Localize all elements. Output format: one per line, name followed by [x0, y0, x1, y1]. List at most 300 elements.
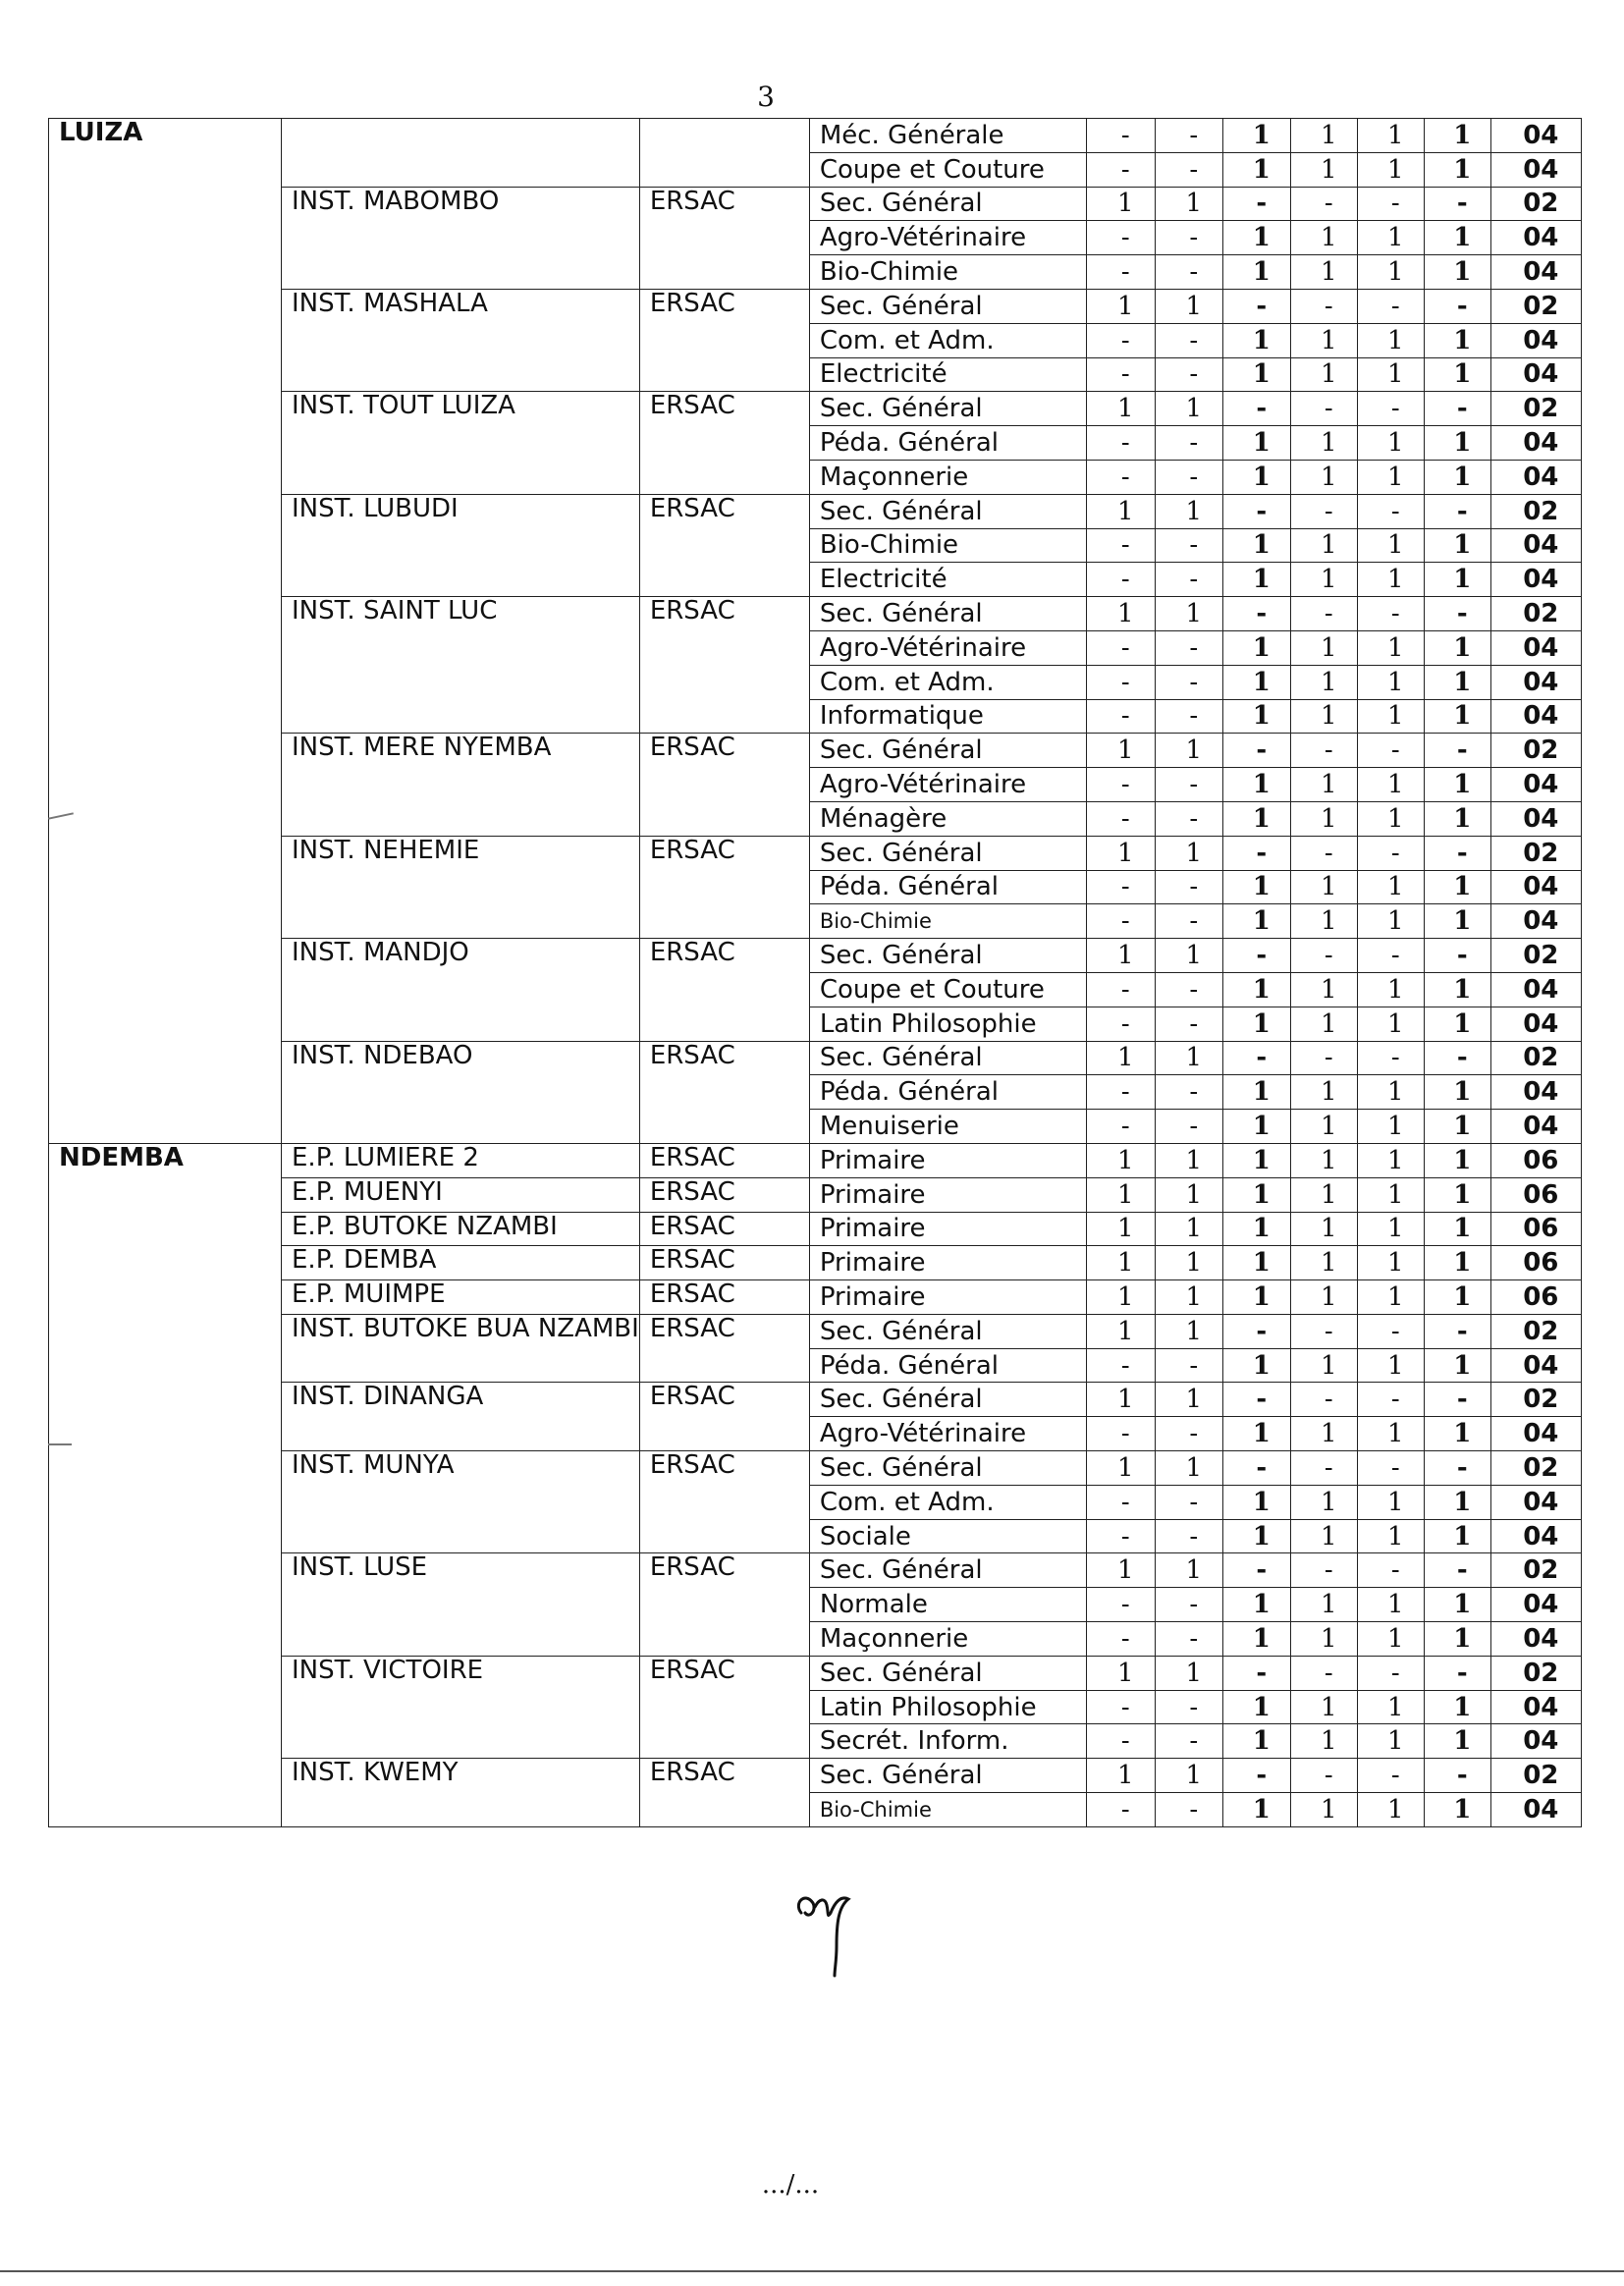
class-count-cell: 1: [1357, 1143, 1424, 1177]
total-cell: 02: [1490, 1759, 1581, 1793]
class-count-cell: 1: [1222, 665, 1290, 699]
class-count-cell: -: [1155, 1793, 1222, 1827]
class-count-cell: -: [1222, 187, 1290, 221]
class-count-cell: 1: [1424, 357, 1490, 392]
total-cell: 02: [1490, 1314, 1581, 1348]
program-cell: [639, 119, 809, 188]
class-count-cell: 1: [1222, 1177, 1290, 1212]
class-count-cell: -: [1290, 187, 1357, 221]
class-count-cell: 1: [1086, 1314, 1155, 1348]
class-count-cell: 1: [1290, 528, 1357, 563]
class-count-cell: 1: [1222, 1007, 1290, 1041]
total-cell: 02: [1490, 939, 1581, 973]
class-count-cell: -: [1155, 152, 1222, 187]
school-name-cell: INST. NDEBAO: [282, 1041, 640, 1143]
class-count-cell: 1: [1222, 426, 1290, 461]
class-count-cell: 1: [1290, 255, 1357, 290]
program-cell: ERSAC: [639, 1383, 809, 1451]
class-count-cell: 1: [1222, 221, 1290, 255]
option-cell: Primaire: [809, 1177, 1086, 1212]
total-cell: 04: [1490, 119, 1581, 153]
class-count-cell: 1: [1155, 187, 1222, 221]
school-name-cell: E.P. DEMBA: [282, 1246, 640, 1280]
class-count-cell: 1: [1222, 323, 1290, 357]
class-count-cell: 1: [1290, 1212, 1357, 1246]
option-cell: Coupe et Couture: [809, 152, 1086, 187]
class-count-cell: 1: [1155, 494, 1222, 528]
class-count-cell: 1: [1357, 1519, 1424, 1553]
class-count-cell: -: [1155, 426, 1222, 461]
class-count-cell: 1: [1222, 1075, 1290, 1110]
class-count-cell: 1: [1357, 152, 1424, 187]
class-count-cell: 1: [1086, 1246, 1155, 1280]
class-count-cell: -: [1290, 289, 1357, 323]
class-count-cell: -: [1424, 1451, 1490, 1486]
class-count-cell: -: [1357, 289, 1424, 323]
class-count-cell: 1: [1357, 357, 1424, 392]
class-count-cell: 1: [1424, 904, 1490, 939]
class-count-cell: 1: [1290, 152, 1357, 187]
class-count-cell: 1: [1155, 289, 1222, 323]
class-count-cell: 1: [1424, 801, 1490, 836]
class-count-cell: -: [1155, 1519, 1222, 1553]
class-count-cell: 1: [1222, 357, 1290, 392]
class-count-cell: -: [1290, 392, 1357, 426]
class-count-cell: -: [1222, 1759, 1290, 1793]
program-cell: ERSAC: [639, 939, 809, 1041]
class-count-cell: -: [1290, 1041, 1357, 1075]
class-count-cell: -: [1424, 1656, 1490, 1690]
program-cell: ERSAC: [639, 734, 809, 836]
option-cell: Sec. Général: [809, 1314, 1086, 1348]
class-count-cell: 1: [1357, 699, 1424, 734]
class-count-cell: -: [1290, 1759, 1357, 1793]
class-count-cell: -: [1424, 1314, 1490, 1348]
class-count-cell: 1: [1086, 1041, 1155, 1075]
total-cell: 04: [1490, 152, 1581, 187]
class-count-cell: 1: [1357, 1110, 1424, 1144]
class-count-cell: 1: [1155, 1759, 1222, 1793]
class-count-cell: -: [1086, 1417, 1155, 1451]
total-cell: 04: [1490, 1110, 1581, 1144]
program-cell: ERSAC: [639, 392, 809, 494]
class-count-cell: 1: [1357, 460, 1424, 494]
option-cell: Com. et Adm.: [809, 1485, 1086, 1519]
class-count-cell: 1: [1424, 1348, 1490, 1383]
class-count-cell: 1: [1290, 1793, 1357, 1827]
class-count-cell: -: [1086, 119, 1155, 153]
option-cell: Primaire: [809, 1143, 1086, 1177]
total-cell: 02: [1490, 597, 1581, 631]
class-count-cell: -: [1086, 1075, 1155, 1110]
class-count-cell: -: [1086, 870, 1155, 904]
total-cell: 04: [1490, 1724, 1581, 1759]
total-cell: 06: [1490, 1177, 1581, 1212]
class-count-cell: 1: [1424, 630, 1490, 665]
class-count-cell: 1: [1424, 1075, 1490, 1110]
class-count-cell: 1: [1222, 972, 1290, 1007]
class-count-cell: 1: [1290, 972, 1357, 1007]
class-count-cell: 1: [1086, 1451, 1155, 1486]
school-name-cell: INST. VICTOIRE: [282, 1656, 640, 1758]
class-count-cell: -: [1290, 1383, 1357, 1417]
class-count-cell: -: [1155, 460, 1222, 494]
class-count-cell: -: [1086, 426, 1155, 461]
total-cell: 02: [1490, 494, 1581, 528]
class-count-cell: -: [1357, 1656, 1424, 1690]
class-count-cell: -: [1155, 972, 1222, 1007]
class-count-cell: -: [1222, 1383, 1290, 1417]
class-count-cell: 1: [1424, 426, 1490, 461]
total-cell: 04: [1490, 972, 1581, 1007]
class-count-cell: 1: [1424, 1143, 1490, 1177]
class-count-cell: 1: [1290, 426, 1357, 461]
class-count-cell: -: [1086, 972, 1155, 1007]
class-count-cell: 1: [1357, 768, 1424, 802]
class-count-cell: 1: [1424, 221, 1490, 255]
total-cell: 02: [1490, 1451, 1581, 1486]
school-name-cell: INST. MABOMBO: [282, 187, 640, 289]
option-cell: Sec. Général: [809, 939, 1086, 973]
class-count-cell: 1: [1357, 426, 1424, 461]
total-cell: 06: [1490, 1246, 1581, 1280]
option-cell: Bio-Chimie: [809, 904, 1086, 939]
program-cell: ERSAC: [639, 836, 809, 938]
option-cell: Primaire: [809, 1246, 1086, 1280]
class-count-cell: 1: [1222, 801, 1290, 836]
total-cell: 04: [1490, 255, 1581, 290]
class-count-cell: 1: [1155, 734, 1222, 768]
option-cell: Sec. Général: [809, 1041, 1086, 1075]
program-cell: ERSAC: [639, 1177, 809, 1212]
table-row: [49, 119, 1582, 153]
total-cell: 04: [1490, 1793, 1581, 1827]
class-count-cell: 1: [1155, 1553, 1222, 1588]
signature-mark: [791, 1874, 870, 1982]
class-count-cell: -: [1086, 1622, 1155, 1657]
class-count-cell: -: [1222, 289, 1290, 323]
class-count-cell: -: [1290, 1656, 1357, 1690]
option-cell: Méc. Générale: [809, 119, 1086, 153]
class-count-cell: 1: [1290, 1724, 1357, 1759]
bottom-rule: [0, 2270, 1624, 2272]
class-count-cell: 1: [1424, 152, 1490, 187]
total-cell: 04: [1490, 768, 1581, 802]
class-count-cell: 1: [1357, 1485, 1424, 1519]
class-count-cell: -: [1155, 528, 1222, 563]
option-cell: Sec. Général: [809, 597, 1086, 631]
class-count-cell: 1: [1222, 1724, 1290, 1759]
total-cell: 06: [1490, 1143, 1581, 1177]
class-count-cell: -: [1290, 836, 1357, 870]
option-cell: Sec. Général: [809, 836, 1086, 870]
class-count-cell: -: [1086, 768, 1155, 802]
class-count-cell: 1: [1222, 1519, 1290, 1553]
option-cell: Primaire: [809, 1212, 1086, 1246]
total-cell: 04: [1490, 221, 1581, 255]
option-cell: Sociale: [809, 1519, 1086, 1553]
class-count-cell: 1: [1222, 870, 1290, 904]
class-count-cell: 1: [1290, 1280, 1357, 1315]
school-name-cell: INST. MANDJO: [282, 939, 640, 1041]
total-cell: 02: [1490, 1656, 1581, 1690]
total-cell: 02: [1490, 734, 1581, 768]
class-count-cell: -: [1086, 1793, 1155, 1827]
school-name-cell: INST. LUSE: [282, 1553, 640, 1656]
class-count-cell: 1: [1424, 563, 1490, 597]
option-cell: Coupe et Couture: [809, 972, 1086, 1007]
class-count-cell: 1: [1357, 801, 1424, 836]
class-count-cell: 1: [1222, 1690, 1290, 1724]
class-count-cell: -: [1155, 699, 1222, 734]
total-cell: 04: [1490, 630, 1581, 665]
class-count-cell: 1: [1086, 1177, 1155, 1212]
class-count-cell: -: [1086, 1485, 1155, 1519]
option-cell: Sec. Général: [809, 1383, 1086, 1417]
class-count-cell: 1: [1424, 665, 1490, 699]
total-cell: 04: [1490, 904, 1581, 939]
school-name-cell: INST. BUTOKE BUA NZAMBI: [282, 1314, 640, 1383]
program-cell: ERSAC: [639, 494, 809, 596]
class-count-cell: -: [1155, 1485, 1222, 1519]
class-count-cell: 1: [1222, 1143, 1290, 1177]
class-count-cell: -: [1222, 392, 1290, 426]
class-count-cell: -: [1222, 1041, 1290, 1075]
class-count-cell: 1: [1155, 392, 1222, 426]
total-cell: 04: [1490, 460, 1581, 494]
class-count-cell: 1: [1357, 1177, 1424, 1212]
class-count-cell: 1: [1290, 221, 1357, 255]
class-count-cell: 1: [1424, 1007, 1490, 1041]
class-count-cell: 1: [1424, 1246, 1490, 1280]
total-cell: 04: [1490, 357, 1581, 392]
class-count-cell: -: [1086, 1724, 1155, 1759]
total-cell: 04: [1490, 870, 1581, 904]
class-count-cell: -: [1424, 187, 1490, 221]
class-count-cell: -: [1357, 836, 1424, 870]
program-cell: ERSAC: [639, 1759, 809, 1827]
class-count-cell: 1: [1222, 1246, 1290, 1280]
class-count-cell: 1: [1086, 1759, 1155, 1793]
class-count-cell: 1: [1086, 392, 1155, 426]
class-count-cell: 1: [1222, 1588, 1290, 1622]
class-count-cell: -: [1155, 1622, 1222, 1657]
total-cell: 04: [1490, 699, 1581, 734]
class-count-cell: 1: [1222, 1110, 1290, 1144]
class-count-cell: -: [1155, 1417, 1222, 1451]
school-name-cell: E.P. LUMIERE 2: [282, 1143, 640, 1177]
class-count-cell: 1: [1424, 1280, 1490, 1315]
schools-table: [48, 118, 1582, 1827]
total-cell: 02: [1490, 1553, 1581, 1588]
option-cell: Péda. Général: [809, 426, 1086, 461]
class-count-cell: -: [1424, 1553, 1490, 1588]
class-count-cell: -: [1155, 1348, 1222, 1383]
option-cell: Sec. Général: [809, 392, 1086, 426]
class-count-cell: -: [1086, 460, 1155, 494]
class-count-cell: -: [1290, 597, 1357, 631]
class-count-cell: 1: [1424, 1485, 1490, 1519]
class-count-cell: 1: [1290, 1485, 1357, 1519]
class-count-cell: 1: [1290, 1110, 1357, 1144]
class-count-cell: 1: [1424, 1588, 1490, 1622]
class-count-cell: -: [1086, 1690, 1155, 1724]
class-count-cell: 1: [1290, 1007, 1357, 1041]
class-count-cell: 1: [1222, 460, 1290, 494]
class-count-cell: 1: [1086, 494, 1155, 528]
total-cell: 06: [1490, 1280, 1581, 1315]
total-cell: 04: [1490, 1348, 1581, 1383]
class-count-cell: -: [1086, 563, 1155, 597]
class-count-cell: -: [1086, 221, 1155, 255]
class-count-cell: -: [1424, 1759, 1490, 1793]
class-count-cell: 1: [1222, 1417, 1290, 1451]
class-count-cell: 1: [1357, 1724, 1424, 1759]
class-count-cell: 1: [1424, 1622, 1490, 1657]
program-cell: ERSAC: [639, 1314, 809, 1383]
option-cell: Bio-Chimie: [809, 528, 1086, 563]
class-count-cell: -: [1086, 528, 1155, 563]
class-count-cell: -: [1155, 1690, 1222, 1724]
total-cell: 04: [1490, 1690, 1581, 1724]
option-cell: Agro-Vétérinaire: [809, 630, 1086, 665]
class-count-cell: -: [1155, 323, 1222, 357]
school-name-cell: INST. MASHALA: [282, 289, 640, 391]
option-cell: Bio-Chimie: [809, 1793, 1086, 1827]
class-count-cell: -: [1155, 1075, 1222, 1110]
class-count-cell: 1: [1357, 1246, 1424, 1280]
option-cell: Sec. Général: [809, 1656, 1086, 1690]
option-cell: Informatique: [809, 699, 1086, 734]
class-count-cell: 1: [1290, 801, 1357, 836]
total-cell: 02: [1490, 836, 1581, 870]
class-count-cell: -: [1086, 665, 1155, 699]
class-count-cell: -: [1086, 323, 1155, 357]
class-count-cell: 1: [1357, 870, 1424, 904]
total-cell: 04: [1490, 801, 1581, 836]
class-count-cell: -: [1155, 1007, 1222, 1041]
school-name-cell: [282, 119, 640, 188]
class-count-cell: 1: [1357, 1622, 1424, 1657]
class-count-cell: 1: [1155, 939, 1222, 973]
class-count-cell: 1: [1424, 870, 1490, 904]
class-count-cell: 1: [1155, 1212, 1222, 1246]
class-count-cell: 1: [1357, 1348, 1424, 1383]
class-count-cell: 1: [1086, 1553, 1155, 1588]
class-count-cell: -: [1357, 1451, 1424, 1486]
class-count-cell: 1: [1086, 836, 1155, 870]
option-cell: Maçonnerie: [809, 460, 1086, 494]
class-count-cell: 1: [1222, 768, 1290, 802]
class-count-cell: 1: [1290, 357, 1357, 392]
class-count-cell: 1: [1086, 734, 1155, 768]
class-count-cell: -: [1290, 734, 1357, 768]
class-count-cell: -: [1222, 597, 1290, 631]
total-cell: 04: [1490, 1588, 1581, 1622]
class-count-cell: 1: [1424, 255, 1490, 290]
class-count-cell: 1: [1357, 1588, 1424, 1622]
school-name-cell: INST. NEHEMIE: [282, 836, 640, 938]
option-cell: Sec. Général: [809, 1759, 1086, 1793]
class-count-cell: 1: [1155, 1177, 1222, 1212]
class-count-cell: -: [1155, 563, 1222, 597]
program-cell: ERSAC: [639, 1143, 809, 1177]
class-count-cell: -: [1357, 392, 1424, 426]
class-count-cell: -: [1290, 494, 1357, 528]
option-cell: Com. et Adm.: [809, 665, 1086, 699]
class-count-cell: -: [1357, 734, 1424, 768]
class-count-cell: -: [1222, 939, 1290, 973]
class-count-cell: 1: [1155, 597, 1222, 631]
school-name-cell: INST. SAINT LUC: [282, 597, 640, 734]
total-cell: 04: [1490, 563, 1581, 597]
class-count-cell: 1: [1290, 1177, 1357, 1212]
class-count-cell: -: [1222, 1451, 1290, 1486]
class-count-cell: 1: [1424, 119, 1490, 153]
class-count-cell: -: [1424, 289, 1490, 323]
location-cell: NDEMBA: [49, 1143, 282, 1826]
program-cell: ERSAC: [639, 597, 809, 734]
class-count-cell: -: [1155, 1588, 1222, 1622]
total-cell: 04: [1490, 426, 1581, 461]
total-cell: 02: [1490, 187, 1581, 221]
class-count-cell: 1: [1424, 699, 1490, 734]
total-cell: 04: [1490, 1007, 1581, 1041]
class-count-cell: 1: [1155, 836, 1222, 870]
continuation-mark: .../...: [761, 2170, 820, 2200]
option-cell: Latin Philosophie: [809, 1690, 1086, 1724]
class-count-cell: 1: [1222, 255, 1290, 290]
class-count-cell: 1: [1155, 1383, 1222, 1417]
class-count-cell: 1: [1222, 563, 1290, 597]
class-count-cell: 1: [1357, 1280, 1424, 1315]
class-count-cell: 1: [1290, 630, 1357, 665]
class-count-cell: 1: [1357, 119, 1424, 153]
option-cell: Ménagère: [809, 801, 1086, 836]
scan-mark-left-2: [48, 1443, 72, 1445]
class-count-cell: 1: [1290, 1075, 1357, 1110]
class-count-cell: -: [1155, 904, 1222, 939]
class-count-cell: -: [1222, 836, 1290, 870]
class-count-cell: 1: [1424, 1724, 1490, 1759]
class-count-cell: 1: [1222, 1793, 1290, 1827]
program-cell: ERSAC: [639, 1451, 809, 1553]
class-count-cell: 1: [1357, 1417, 1424, 1451]
total-cell: 04: [1490, 1519, 1581, 1553]
option-cell: Sec. Général: [809, 289, 1086, 323]
option-cell: Sec. Général: [809, 1451, 1086, 1486]
option-cell: Sec. Général: [809, 734, 1086, 768]
option-cell: Péda. Général: [809, 870, 1086, 904]
class-count-cell: 1: [1357, 255, 1424, 290]
program-cell: ERSAC: [639, 1246, 809, 1280]
class-count-cell: -: [1155, 1724, 1222, 1759]
class-count-cell: 1: [1290, 768, 1357, 802]
class-count-cell: -: [1086, 357, 1155, 392]
class-count-cell: 1: [1357, 1793, 1424, 1827]
class-count-cell: 1: [1357, 1007, 1424, 1041]
total-cell: 04: [1490, 323, 1581, 357]
class-count-cell: 1: [1357, 528, 1424, 563]
option-cell: Electricité: [809, 563, 1086, 597]
class-count-cell: 1: [1222, 904, 1290, 939]
school-name-cell: E.P. MUIMPE: [282, 1280, 640, 1315]
class-count-cell: 1: [1357, 972, 1424, 1007]
program-cell: ERSAC: [639, 1553, 809, 1656]
option-cell: Péda. Général: [809, 1348, 1086, 1383]
class-count-cell: 1: [1222, 1280, 1290, 1315]
class-count-cell: 1: [1086, 187, 1155, 221]
